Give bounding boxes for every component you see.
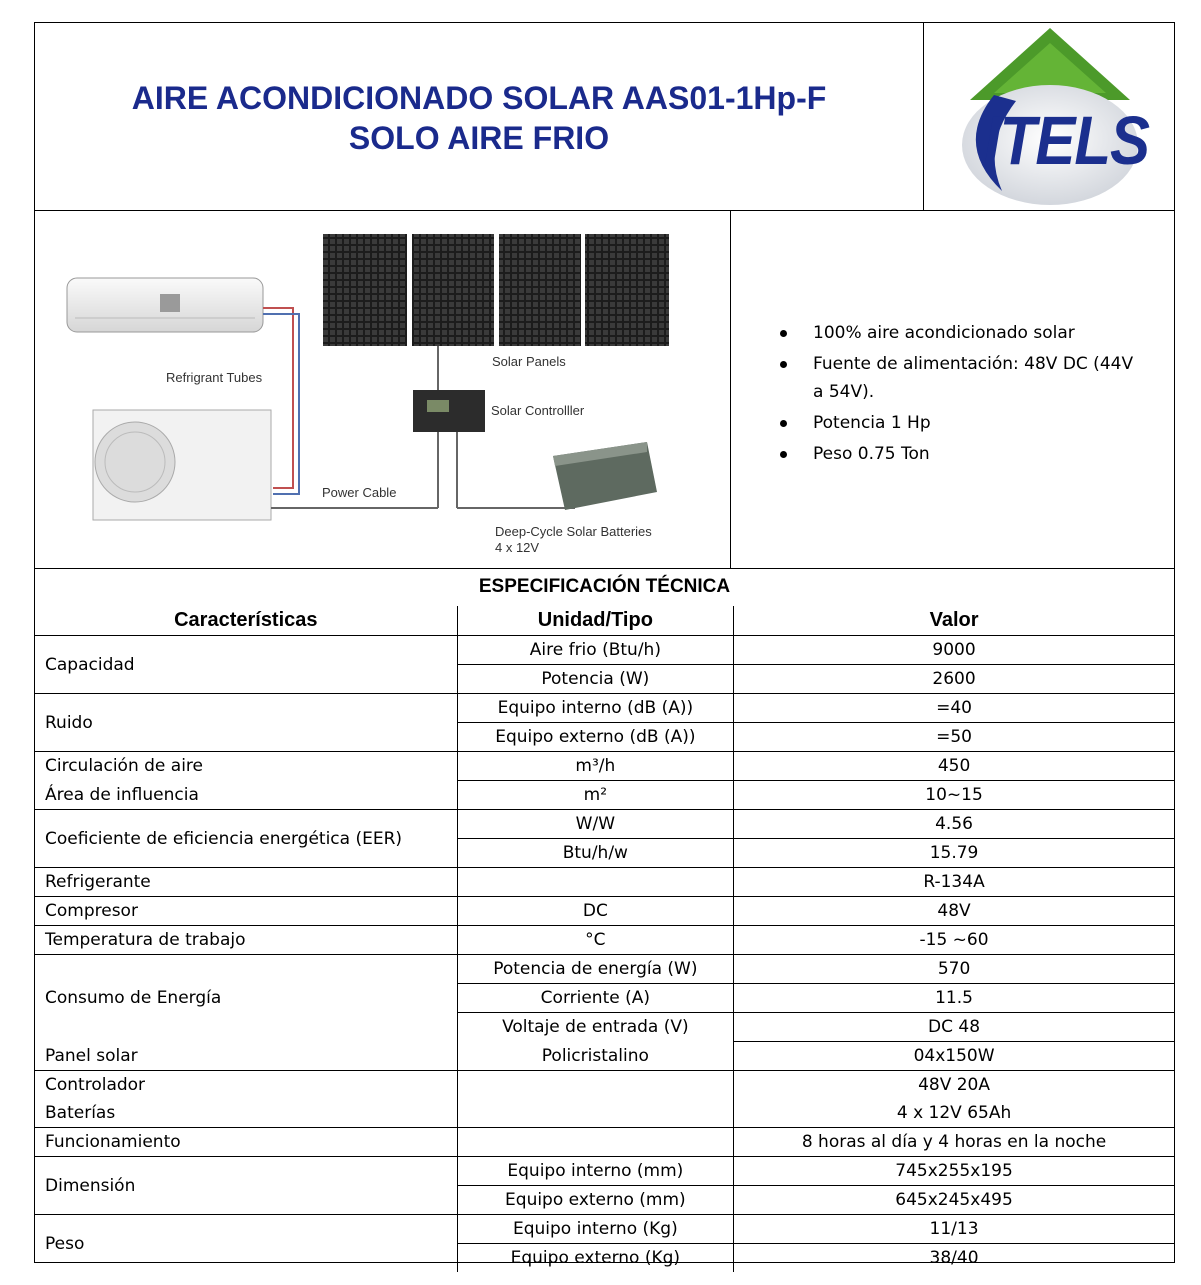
unit-cell	[457, 1071, 733, 1128]
row-label-dimension: Dimensión	[35, 1157, 457, 1215]
table-row	[35, 1157, 1174, 1186]
feature-list	[776, 319, 1146, 471]
logo	[923, 23, 1175, 210]
label-refrigerant-tubes: Refrigrant Tubes	[166, 370, 263, 385]
row-label-capacidad: Capacidad	[35, 636, 457, 694]
solar-panel-4	[585, 234, 669, 346]
table-row	[35, 1128, 1174, 1157]
row-label-peso: Peso	[35, 1215, 457, 1273]
feature-item: 100% aire acondicionado solar	[776, 319, 1146, 347]
value-cell: 745x255x195	[734, 1157, 1174, 1186]
unit-cell: DC	[457, 897, 733, 926]
table-row	[35, 752, 1174, 781]
value-cell: 4 x 12V 65Ah	[734, 1099, 1174, 1128]
unit-cell: m³/h	[457, 752, 733, 781]
table-header-row	[35, 606, 1174, 636]
unit-cell: Potencia de energía (W)	[457, 955, 733, 984]
value-cell: 8 horas al día y 4 horas en la noche	[734, 1128, 1174, 1157]
header	[35, 23, 1174, 211]
table-row	[35, 781, 1174, 810]
row-label-compresor: Compresor	[35, 897, 457, 926]
value-cell: 645x245x495	[734, 1186, 1174, 1215]
unit-cell: Equipo interno (Kg)	[457, 1215, 733, 1244]
label-solar-controller: Solar Controlller	[491, 403, 585, 418]
value-cell: 450	[734, 752, 1174, 781]
value-cell: =50	[734, 723, 1174, 752]
row-label-panel: Panel solar	[35, 1042, 457, 1071]
row-label-area: Área de influencia	[35, 781, 457, 810]
unit-cell: Voltaje de entrada (V)	[457, 1013, 733, 1042]
unit-cell: Equipo externo (Kg)	[457, 1244, 733, 1273]
table-row	[35, 636, 1174, 665]
col-header-characteristics: Características	[35, 606, 457, 636]
solar-panel-2	[412, 234, 494, 346]
unit-cell: W/W	[457, 810, 733, 839]
features-panel	[731, 210, 1174, 568]
row-label-temperatura: Temperatura de trabajo	[35, 926, 457, 955]
spec-title: ESPECIFICACIÓN TÉCNICA	[478, 576, 731, 597]
unit-cell: Equipo interno (dB (A))	[457, 694, 733, 723]
unit-cell: Btu/h/w	[457, 839, 733, 868]
page-title	[35, 78, 923, 158]
col-header-value: Valor	[734, 606, 1174, 636]
label-power-cable: Power Cable	[322, 485, 397, 500]
unit-cell: Policristalino	[457, 1042, 733, 1071]
title-line-2: SOLO AIRE FRIO	[348, 120, 610, 156]
value-cell: 15.79	[734, 839, 1174, 868]
unit-cell: Equipo externo (dB (A))	[457, 723, 733, 752]
value-cell: R-134A	[734, 868, 1174, 897]
overview-section	[35, 210, 1174, 569]
spec-table	[35, 606, 1174, 1272]
value-cell: 04x150W	[734, 1042, 1174, 1071]
row-label-ruido: Ruido	[35, 694, 457, 752]
col-header-unit: Unidad/Tipo	[457, 606, 733, 636]
row-label-circulacion: Circulación de aire	[35, 752, 457, 781]
row-label-consumo: Consumo de Energía	[35, 955, 457, 1042]
table-row	[35, 897, 1174, 926]
value-cell: DC 48	[734, 1013, 1174, 1042]
unit-cell: Potencia (W)	[457, 665, 733, 694]
unit-cell: m²	[457, 781, 733, 810]
row-label-funcionamiento: Funcionamiento	[35, 1128, 457, 1157]
value-cell: 11/13	[734, 1215, 1174, 1244]
feature-item: Potencia 1 Hp	[776, 409, 1146, 437]
row-label-refrigerante: Refrigerante	[35, 868, 457, 897]
label-batteries-2: 4 x 12V	[495, 540, 540, 555]
feature-item: Peso 0.75 Ton	[776, 440, 1146, 468]
value-cell: 10~15	[734, 781, 1174, 810]
value-cell: 4.56	[734, 810, 1174, 839]
table-row	[35, 810, 1174, 839]
value-cell: 2600	[734, 665, 1174, 694]
label-batteries-1: Deep-Cycle Solar Batteries	[495, 524, 652, 539]
spec-sheet	[34, 22, 1175, 1268]
table-row	[35, 926, 1174, 955]
feature-item: Fuente de alimentación: 48V DC (44V a 54V).	[776, 350, 1146, 406]
value-cell: 570	[734, 955, 1174, 984]
value-cell: -15 ~60	[734, 926, 1174, 955]
solar-panel-1	[323, 234, 407, 346]
system-diagram	[35, 210, 731, 568]
row-label-controlador: Controlador	[35, 1071, 457, 1100]
value-cell: 48V	[734, 897, 1174, 926]
unit-cell	[457, 1128, 733, 1157]
value-cell: 11.5	[734, 984, 1174, 1013]
row-label-eer: Coeficiente de eficiencia energética (EER)	[35, 810, 457, 868]
row-label-baterias: Baterías	[35, 1099, 457, 1128]
table-row	[35, 694, 1174, 723]
table-row	[35, 1071, 1174, 1100]
unit-cell: Corriente (A)	[457, 984, 733, 1013]
value-cell: 48V 20A	[734, 1071, 1174, 1100]
title-line-1: AIRE ACONDICIONADO SOLAR AAS01-1Hp-F	[131, 80, 827, 116]
table-row	[35, 1042, 1174, 1071]
solar-panel-3	[499, 234, 581, 346]
value-cell: 38/40	[734, 1244, 1174, 1273]
unit-cell: Equipo interno (mm)	[457, 1157, 733, 1186]
value-cell: =40	[734, 694, 1174, 723]
table-row	[35, 955, 1174, 984]
table-row	[35, 1215, 1174, 1244]
label-solar-panels: Solar Panels	[492, 354, 566, 369]
value-cell: 9000	[734, 636, 1174, 665]
table-row	[35, 868, 1174, 897]
logo-text: ITELS	[984, 101, 1150, 180]
unit-cell: Aire frio (Btu/h)	[457, 636, 733, 665]
unit-cell: Equipo externo (mm)	[457, 1186, 733, 1215]
unit-cell: °C	[457, 926, 733, 955]
unit-cell	[457, 868, 733, 897]
diagram-graphic	[35, 210, 730, 568]
